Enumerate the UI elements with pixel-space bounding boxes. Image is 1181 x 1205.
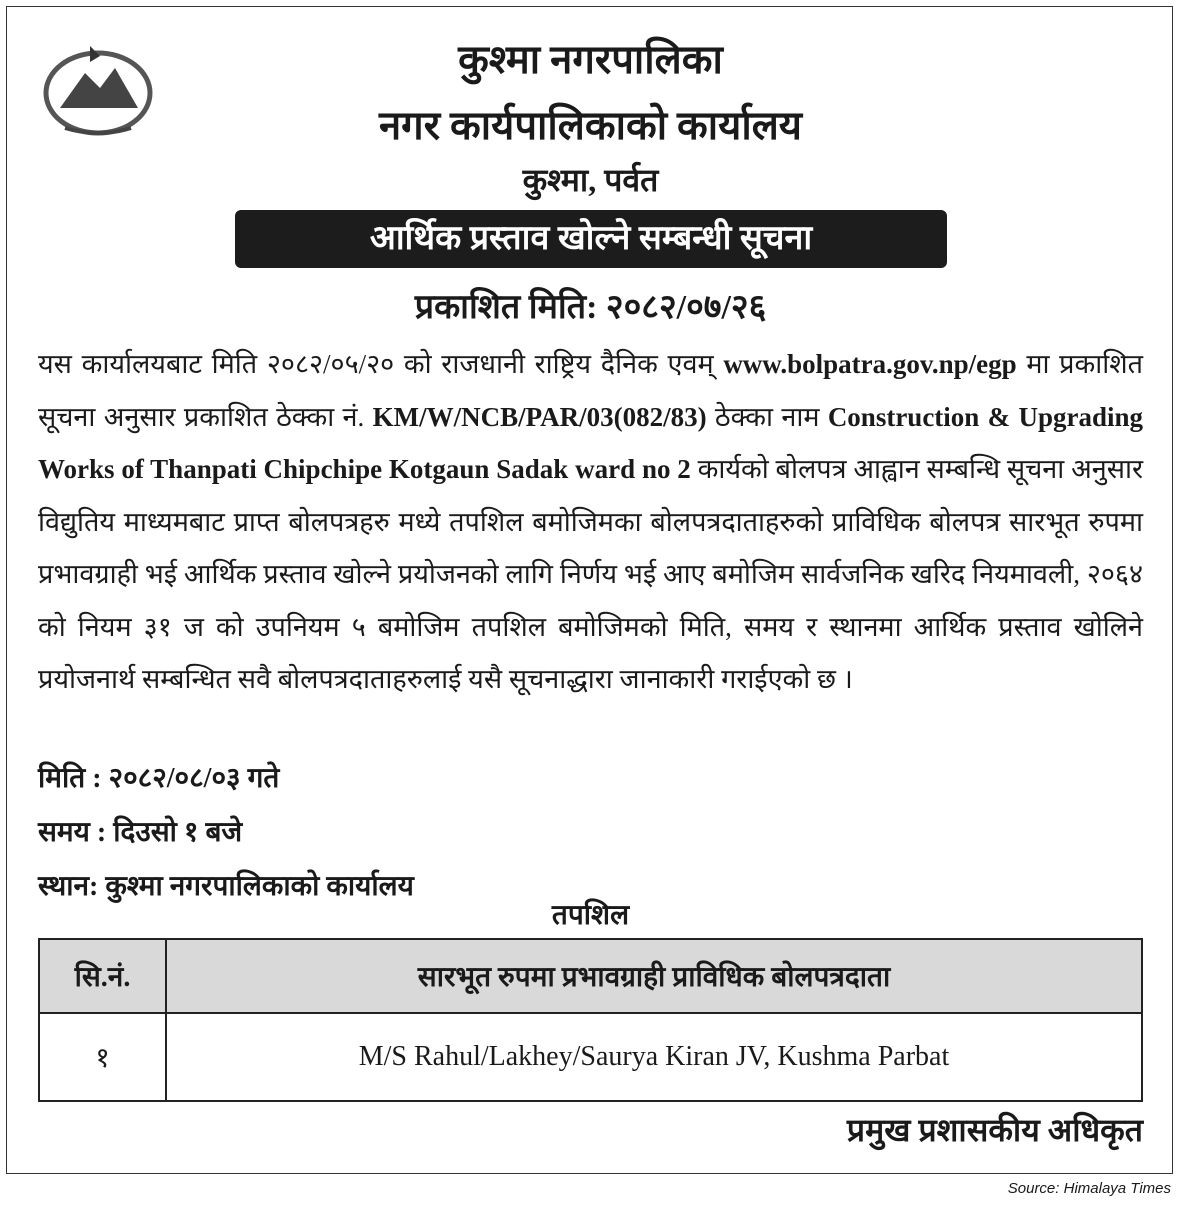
body-text: मा प्रकाशित सूचना अनुसार प्रकाशित ठेक्का नं.	[38, 349, 1143, 432]
col-serial: सि.नं.	[39, 939, 166, 1013]
notice-title: आर्थिक प्रस्ताव खोल्ने सम्बन्धी सूचना	[235, 210, 947, 268]
contract-number: KM/W/NCB/PAR/03(082/83)	[372, 401, 707, 432]
office-name: नगर कार्यपालिकाको कार्यालय	[378, 103, 803, 148]
serial-cell: १	[39, 1013, 166, 1101]
notice-body	[38, 338, 1143, 706]
opening-date: मिति : २०८२/०८/०३ गते	[38, 763, 280, 794]
office-location: कुश्मा, पर्वत	[522, 162, 659, 198]
body-text: यस कार्यालयबाट मिति २०८२/०५/२० को राजधानी राष्ट्रिय दैनिक एवम्	[38, 349, 724, 379]
published-date: प्रकाशित मिति: २०८२/०७/२६	[414, 289, 767, 326]
opening-place: स्थान: कुश्मा नगरपालिकाको कार्यालय	[38, 871, 414, 902]
bidder-table	[38, 938, 1143, 1102]
source-credit: Source: Himalaya Times	[1007, 1180, 1171, 1197]
signatory: प्रमुख प्रशासकीय अधिकृत	[846, 1112, 1143, 1148]
egp-url: www.bolpatra.gov.np/egp	[723, 349, 1017, 379]
opening-time: समय : दिउसो १ बजे	[38, 817, 243, 848]
contract-name: Construction & Upgrading Works of Thanpati Chipchipe Kotgaun Sadak ward no 2	[38, 401, 1143, 484]
org-name: कुश्मा नगरपालिका	[458, 37, 723, 82]
body-text: ठेक्का नाम	[706, 401, 828, 432]
table-header-row	[39, 939, 1142, 1013]
table-row	[39, 1013, 1142, 1101]
body-text: कार्यको बोलपत्र आह्वान सम्बन्धि सूचना अनुसार विद्युतिय माध्यमबाट प्राप्त बोलपत्रहरु मध्ये तपशिल बमोजिमका बोलपत्रदाताहरुको प्राविधिक बोलपत्र सारभूत रुपमा प्रभावग्राही भई आर्थिक प्रस्ताव खोल्ने प्रयोजनको लागि निर्णय भई आए बमोजिम सार्वजनिक खरिद नियमावली, २०६४ को नियम ३१ ज को उपनियम ५ बमोजिम तपशिल बमोजिमको मिति, समय र स्थानमा आर्थिक प्रस्ताव खोलिने प्रयोजनार्थ सम्बन्धित सवै बोलपत्रदाताहरुलाई यसै सूचनाद्धारा जानाकारी गराईएको छ ।	[38, 454, 1144, 694]
col-bidder: सारभूत रुपमा प्रभावग्राही प्राविधिक बोलपत्रदाता	[166, 939, 1142, 1013]
table-caption: तपशिल	[551, 900, 630, 931]
bidder-cell: M/S Rahul/Lakhey/Saurya Kiran JV, Kushma Parbat	[166, 1013, 1142, 1101]
